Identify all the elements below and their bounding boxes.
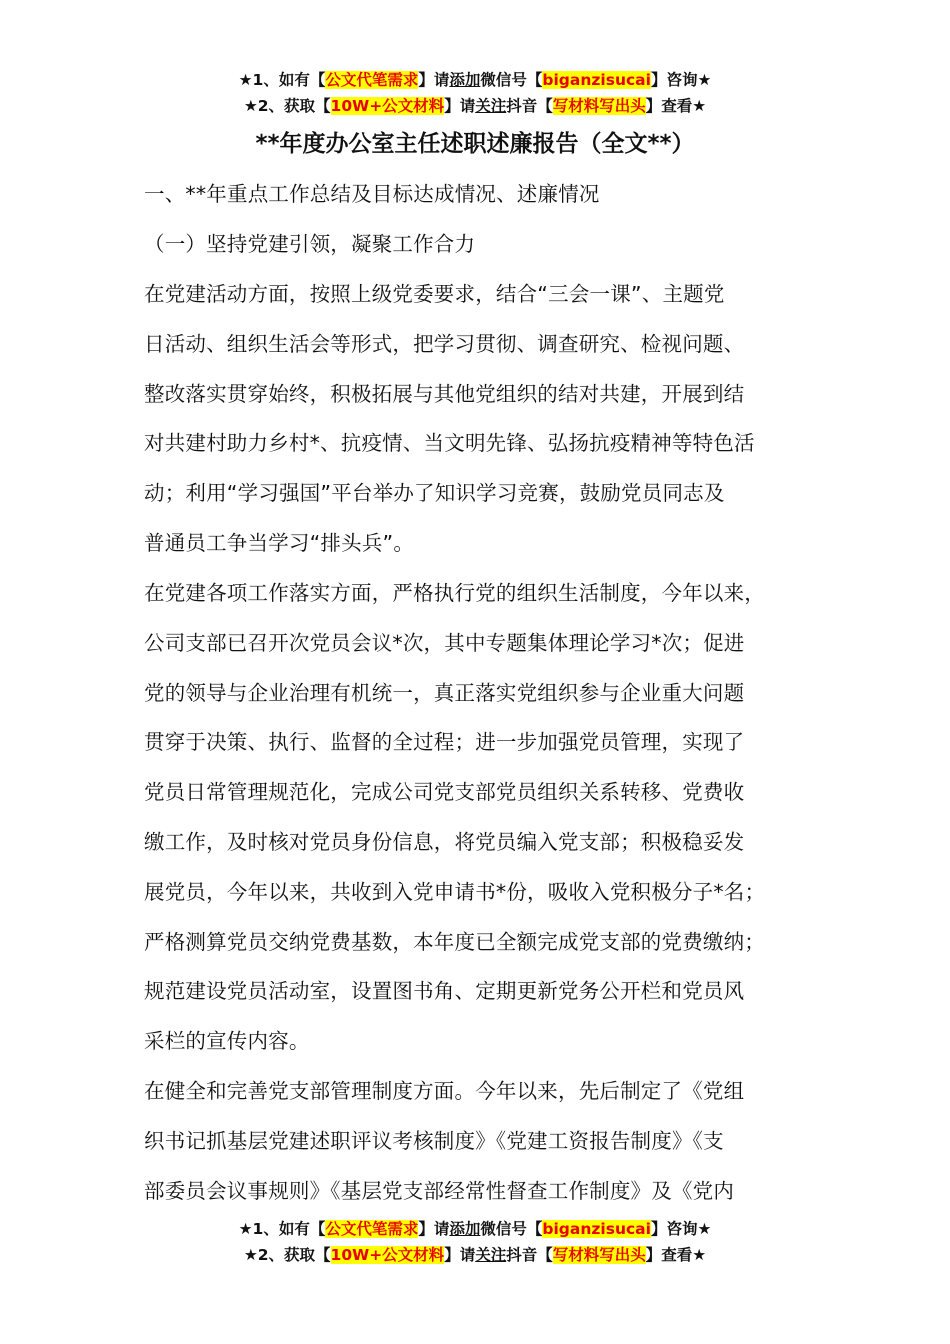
paragraph-line: 织书记抓基层党建述职评议考核制度》《党建工资报告制度》《支	[144, 1128, 724, 1153]
banner-line-2	[0, 93, 950, 119]
highlight-ghostwriting: 公文代笔需求	[325, 1220, 419, 1238]
paragraph-line: 展党员，今年以来，共收到入党申请书*份，吸收入党积极分子*名；	[144, 879, 766, 904]
paragraph-line: 日活动、组织生活会等形式，把学习贯彻、调查研究、检视问题、	[144, 331, 745, 356]
paragraph-line: 动；利用“学习强国”平台举办了知识学习竞赛，鼓励党员同志及	[144, 481, 725, 506]
paragraph-line: 在党建各项工作落实方面，严格执行党的组织生活制度，今年以来，	[144, 581, 765, 605]
banner-text: 微信号【	[480, 1220, 543, 1238]
paragraph-line: 在党建活动方面，按照上级党委要求，结合“三会一课”、主题党	[144, 282, 725, 306]
highlight-materials: 10W+公文材料	[330, 1246, 445, 1264]
header-banner	[0, 67, 950, 119]
banner-text: 抖音【	[506, 97, 553, 115]
banner-text: 】查看★	[645, 97, 707, 115]
paragraph-line: 公司支部已召开次党员会议*次，其中专题集体理论学习*次；促进	[144, 630, 745, 655]
section-heading	[144, 170, 834, 220]
banner-text: 】请	[418, 71, 450, 89]
paragraph-line: 普通员工争当学习“排头兵”。	[144, 530, 415, 555]
highlight-wechat-id: biganzisucai	[542, 1220, 651, 1238]
highlight-ghostwriting: 公文代笔需求	[325, 71, 419, 89]
paragraph-line: 贯穿于决策、执行、监督的全过程；进一步加强党员管理，实现了	[144, 730, 745, 755]
paragraph-line: 严格测算党员交纳党费基数，本年度已全额完成党支部的党费缴纳；	[144, 929, 765, 954]
banner-text: ★1、如有【	[238, 71, 326, 89]
heading-text: 一、**年重点工作总结及目标达成情况、述廉情况	[144, 182, 600, 206]
banner-line-1	[0, 67, 950, 93]
paragraph-line: 整改落实贯穿始终，积极拓展与其他党组织的结对共建，开展到结	[144, 381, 745, 406]
underlined-follow: 关注	[475, 97, 507, 115]
banner-text: 】咨询★	[650, 1220, 712, 1238]
highlight-wechat-id: biganzisucai	[542, 71, 651, 89]
banner-text: ★2、获取【	[243, 1246, 331, 1264]
footer-banner	[0, 1216, 950, 1268]
paragraph-line: 采栏的宣传内容。	[144, 1029, 310, 1054]
highlight-materials: 10W+公文材料	[330, 97, 445, 115]
paragraph-line: 党的领导与企业治理有机统一，真正落实党组织参与企业重大问题	[144, 680, 745, 705]
banner-text: 】咨询★	[650, 71, 712, 89]
underlined-add: 添加	[449, 1220, 481, 1238]
heading-text: （一）坚持党建引领，凝聚工作合力	[144, 232, 476, 256]
paragraph-party-implementation	[144, 569, 834, 1067]
banner-text: 抖音【	[506, 1246, 553, 1264]
banner-text: 】请	[418, 1220, 450, 1238]
underlined-follow: 关注	[475, 1246, 507, 1264]
subsection-heading	[144, 220, 834, 270]
banner-text: ★2、获取【	[243, 97, 331, 115]
banner-text: 】请	[444, 1246, 476, 1264]
banner-text: 微信号【	[480, 71, 543, 89]
paragraph-management-system	[144, 1067, 834, 1216]
paragraph-line: 规范建设党员活动室，设置图书角、定期更新党务公开栏和党员风	[144, 979, 745, 1004]
document-title: **年度办公室主任述职述廉报告（全文**）	[255, 131, 695, 157]
banner-line-2	[0, 1242, 950, 1268]
paragraph-line: 在健全和完善党支部管理制度方面。今年以来，先后制定了《党组	[144, 1079, 745, 1103]
banner-text: ★1、如有【	[238, 1220, 326, 1238]
paragraph-line: 党员日常管理规范化，完成公司党支部党员组织关系转移、党费收	[144, 780, 745, 805]
banner-line-1	[0, 1216, 950, 1242]
banner-text: 】请	[444, 97, 476, 115]
paragraph-line: 对共建村助力乡村*、抗疫情、当文明先锋、弘扬抗疫精神等特色活	[144, 431, 755, 456]
underlined-add: 添加	[449, 71, 481, 89]
highlight-douyin-account: 写材料写出头	[552, 97, 646, 115]
banner-text: 】查看★	[645, 1246, 707, 1264]
paragraph-party-activities	[144, 270, 834, 569]
highlight-douyin-account: 写材料写出头	[552, 1246, 646, 1264]
paragraph-line: 缴工作，及时核对党员身份信息，将党员编入党支部；积极稳妥发	[144, 829, 745, 854]
paragraph-line: 部委员会议事规则》《基层党支部经常性督查工作制度》及《党内	[144, 1178, 735, 1203]
